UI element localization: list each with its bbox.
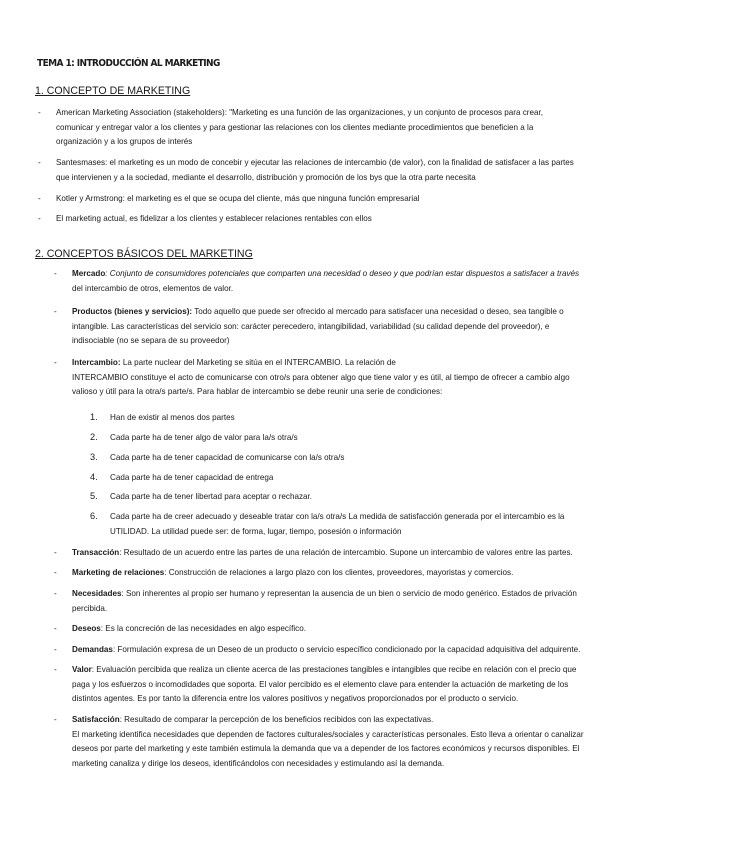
text-line: organización y a los grupos de interés	[56, 137, 193, 147]
text-line: que intervienen y a la sociedad, mediante el desarrollo, distribución y promoción de los bys que la otra parte necesita	[56, 172, 476, 182]
text-line	[72, 546, 573, 561]
definition-text: : Formulación expresa de un Deseo de un producto o servicio específico condicionado por la capacidad adquisitiva del adquirente.	[112, 645, 581, 654]
concept-valor	[72, 663, 576, 707]
text-line	[72, 356, 570, 371]
condition-item	[110, 490, 312, 505]
term-demandas: Demandas	[72, 645, 113, 654]
text-line: marketing canaliza y dirige los deseos, identificándolos con necesidades y estimulando así la demanda.	[72, 758, 445, 768]
definition-santesmases	[56, 156, 574, 185]
term-necesidades: Necesidades	[72, 589, 122, 598]
text-line: El marketing actual, es fidelizar a los clientes y establecer relaciones rentables con ellos	[56, 214, 372, 223]
text-line: Cada parte ha de tener libertad para aceptar o rechazar.	[110, 492, 313, 501]
term-mercado: Mercado	[72, 269, 106, 278]
bullet-dash: -	[38, 214, 41, 223]
text-line	[72, 663, 576, 678]
text-line: El marketing identifica necesidades que dependen de factores culturales/sociales y características personales. Esto lleva a orientar o canalizar	[72, 729, 584, 739]
text-line	[72, 587, 577, 602]
concept-demandas	[72, 643, 580, 658]
bullet-dash: -	[54, 358, 57, 367]
text-line: Han de existir al menos dos partes	[110, 413, 235, 422]
text-line: Cada parte ha de tener algo de valor para la/s otra/s	[110, 433, 298, 442]
list-number: 4.	[90, 472, 98, 482]
bullet-dash: -	[54, 715, 57, 724]
text-line	[72, 622, 306, 637]
list-number: 1.	[90, 412, 98, 422]
condition-item	[110, 431, 298, 446]
text-line: Santesmases: el marketing es un modo de concebir y ejecutar las relaciones de intercambio (de valor), con la finalidad de satisfacer a las partes	[56, 158, 574, 167]
text-line: INTERCAMBIO constituye el acto de comunicarse con otro/s para obtener algo que tiene valor y es útil, al tiempo de ofrecer a cambio algo	[72, 372, 570, 382]
bullet-dash: -	[38, 194, 41, 203]
concept-marketing-relaciones	[72, 566, 513, 581]
list-number: 6.	[90, 511, 98, 521]
text-line: Cada parte ha de tener capacidad de entrega	[110, 473, 274, 482]
condition-item	[110, 451, 344, 466]
text-line: Kotler y Armstrong: el marketing es el que se ocupa del cliente, más que ninguna función empresarial	[56, 194, 420, 203]
term-valor: Valor	[72, 665, 92, 674]
term-satisfaccion: Satisfacción	[72, 715, 120, 724]
bullet-dash: -	[54, 665, 57, 674]
definition-text: : Resultado de comparar la percepción de los beneficios recibidos con las expectativas.	[119, 715, 434, 724]
definition-text: : Evaluación percibida que realiza un cliente acerca de las prestaciones tangibles e intangibles que recibe en relación con el precio que	[91, 665, 577, 674]
bullet-dash: -	[54, 624, 57, 633]
bullet-dash: -	[54, 645, 57, 654]
text-line: American Marketing Association (stakeholders): "Marketing es una función de las organizaciones, y un conjunto de procesos para crear,	[56, 108, 543, 117]
list-number: 3.	[90, 452, 98, 462]
definition-text: : Son inherentes al propio ser humano y representan la ausencia de un bien o servicio de modo genérico. Estados de privación	[121, 589, 577, 598]
text-line	[72, 566, 513, 581]
term-intercambio: Intercambio:	[72, 358, 121, 367]
list-number: 2.	[90, 432, 98, 442]
definition-actual	[56, 212, 372, 227]
condition-item	[110, 471, 273, 486]
definition-text: : Resultado de un acuerdo entre las partes de una relación de intercambio. Supone un intercambio de valores entre las partes.	[119, 548, 573, 557]
text-line: deseos por parte del marketing y este también estimula la demanda que va a depender de los factores económicos y recursos disponibles. El	[72, 744, 580, 754]
section-heading-concepto: 1. CONCEPTO DE MARKETING	[35, 85, 191, 97]
text-line	[72, 305, 564, 320]
text-line: del intercambio de otros, elementos de valor.	[72, 283, 234, 293]
concept-deseos	[72, 622, 306, 637]
definition-text: : Conjunto de consumidores potenciales que comparten una necesidad o deseo y que podrían estar dispuestos a satisfacer a través	[105, 269, 580, 278]
concept-mercado	[72, 267, 579, 296]
term-deseos: Deseos	[72, 624, 101, 633]
condition-item	[110, 411, 235, 426]
bullet-dash: -	[54, 269, 57, 278]
definition-ama	[56, 106, 543, 150]
definition-text: : Construcción de relaciones a largo plazo con los clientes, proveedores, mayoristas y comercios.	[164, 568, 514, 577]
text-line: UTILIDAD. La utilidad puede ser: de forma, lugar, tiempo, posesión o información	[110, 526, 402, 536]
definition-text: La parte nuclear del Marketing se sitúa en el INTERCAMBIO. La relación de	[120, 358, 396, 367]
list-number: 5.	[90, 491, 98, 501]
text-line: valioso y útil para la otra/s parte/s. Para hablar de intercambio se debe reunir una serie de condiciones:	[72, 387, 443, 397]
concept-satisfaccion	[72, 713, 584, 771]
bullet-dash: -	[38, 158, 41, 167]
section-heading-conceptos-basicos: 2. CONCEPTOS BÁSICOS DEL MARKETING	[35, 248, 253, 260]
term-productos: Productos (bienes y servicios):	[72, 307, 193, 316]
text-line: percibida.	[72, 603, 108, 613]
concept-productos	[72, 305, 564, 349]
bullet-dash: -	[54, 307, 57, 316]
text-line: indisociable (no se separa de su proveedor)	[72, 336, 230, 346]
term-transaccion: Transacción	[72, 548, 120, 557]
text-line: distintos agentes. Es por tanto la diferencia entre los valores positivos y negativos proporcionados por el producto o servicio.	[72, 694, 519, 704]
definition-text: Todo aquello que puede ser ofrecido al mercado para satisfacer una necesidad o deseo, sea tangible o	[192, 307, 564, 316]
term-marketing-relaciones: Marketing de relaciones	[72, 568, 165, 577]
concept-transaccion	[72, 546, 573, 561]
bullet-dash: -	[38, 108, 41, 117]
bullet-dash: -	[54, 589, 57, 598]
bullet-dash: -	[54, 548, 57, 557]
bullet-dash: -	[54, 568, 57, 577]
condition-item	[110, 510, 564, 539]
concept-necesidades	[72, 587, 577, 616]
text-line	[72, 643, 580, 658]
text-line: paga y los esfuerzos o incomodidades que soporta. El valor percibido es el elemento clave para entender la actuación de marketing de los	[72, 679, 569, 689]
definition-text: : Es la concreción de las necesidades en algo específico.	[100, 624, 306, 633]
concept-intercambio	[72, 356, 570, 400]
text-line	[72, 267, 579, 282]
text-line: comunicar y entregar valor a los clientes y para gestionar las relaciones con los clientes mediante procedimientos que beneficien a la	[56, 122, 534, 132]
text-line: Cada parte ha de tener capacidad de comunicarse con la/s otra/s	[110, 453, 345, 462]
text-line	[72, 713, 584, 728]
text-line: Cada parte ha de creer adecuado y deseable tratar con la/s otra/s La medida de satisfacción generada por el intercambio es la	[110, 512, 565, 521]
document-title: TEMA 1: INTRODUCCIÓN AL MARKETING	[37, 58, 220, 69]
text-line: intangible. Las características del servicio son: carácter perecedero, intangibilidad, variabilidad (su calidad depende del proveedor), e	[72, 321, 550, 331]
definition-kotler	[56, 192, 420, 207]
